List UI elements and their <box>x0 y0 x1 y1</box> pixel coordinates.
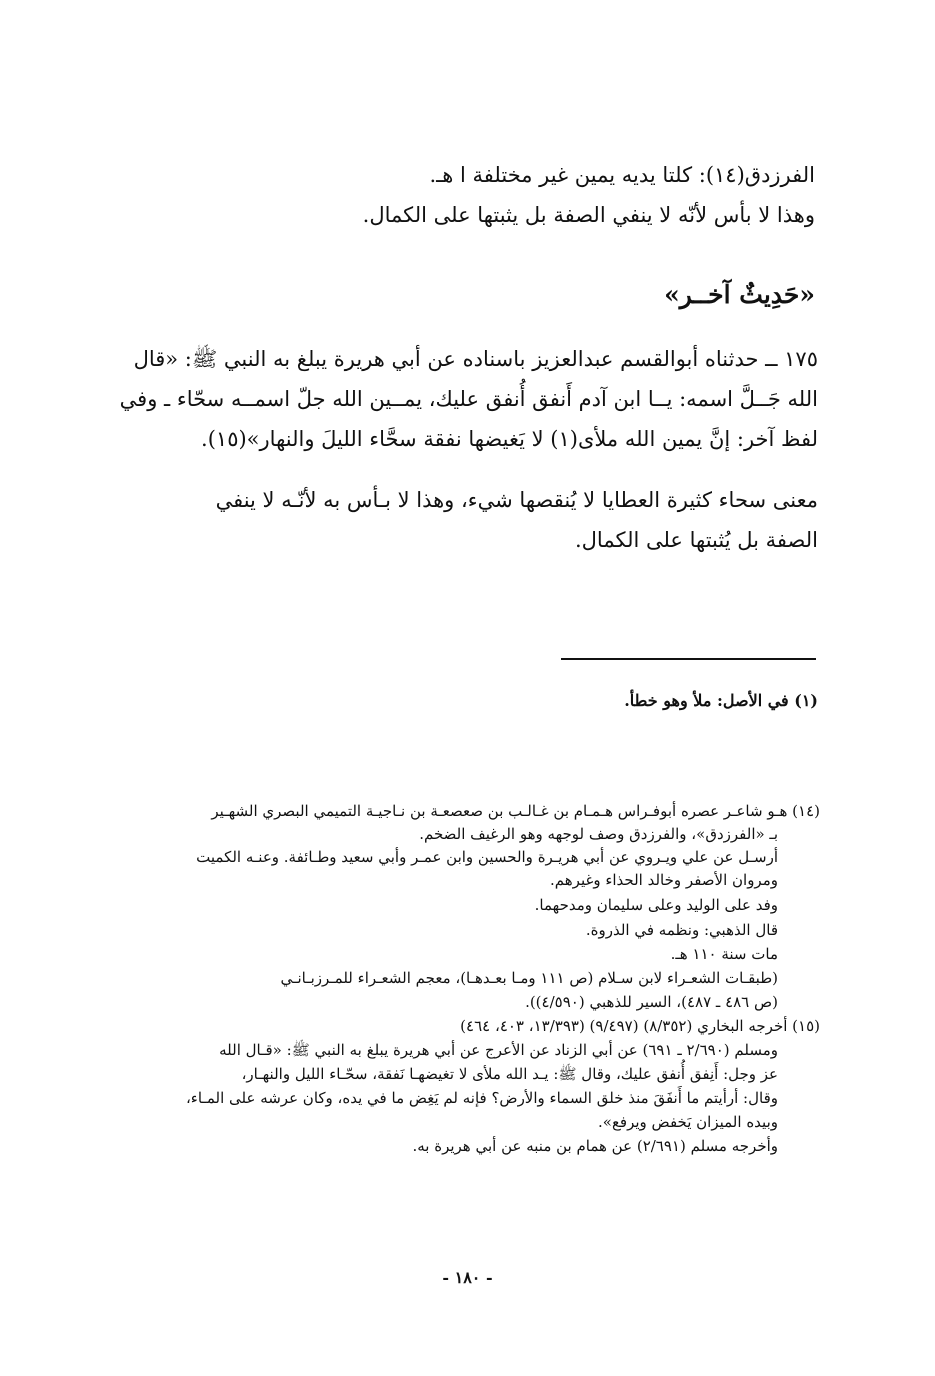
section-heading: «حَدِيثٌ آخــر» <box>664 280 815 309</box>
footnote-15-line-4: وقال: أرأيتم ما أَنفَقَ منذ خلق السماء والأرض؟ فإنه لم يَغِض ما في يده، وكان عرشه على المـاء، <box>185 1089 778 1107</box>
footnote-15-line-3: عز وجل: أَنِفق أُنفق عليك، وقال ﷺ: يـد الله ملأى لا تغيضهـا نَفقة، سحّـاء الليل والنهـار، <box>241 1065 778 1083</box>
footnote-15-line-6: وأخرجه مسلم (٢/٦٩١) عن همام بن منبه عن أبي هريرة به. <box>412 1137 778 1155</box>
hadith-175-line-2: الله جَــلَّ اسمه: يــا ابن آدم أَنفق أُنفق عليك، يمــين الله جلّ اسمــه سحّاء ـ وفي <box>119 387 818 411</box>
footnote-14-line-8: (طبقـات الشعـراء لابن سـلام (ص ١١١ ومـا بعـدهـا)، معجم الشعـراء للمـرزبـانـي <box>280 969 778 987</box>
footnote-15-line-1: (١٥) أخرجه البخاري (٨/٣٥٢) (٩/٤٩٧) (١٣/٣٩٣، ٤٠٣، ٤٦٤) <box>460 1017 820 1035</box>
footnote-separator <box>561 658 816 660</box>
commentary-line-2: الصفة بل يُثبتها على الكمال. <box>575 528 818 552</box>
footnote-14-line-4: ومروان الأصفر وخالد الحذاء وغيرهم. <box>550 871 778 889</box>
footnote-14-line-5: وفد على الوليد وعلى سليمان ومدحهما. <box>534 896 778 914</box>
footnote-14-line-3: أرسـل عن علي ويـروي عن أبي هريـرة والحسين وابن عمـر وأبي سعيد وطـائفة. وعنـه الكميت <box>196 848 778 866</box>
footnote-1: (١) في الأصل: ملأ وهو خطأ. <box>624 691 818 710</box>
footnote-14-line-7: مات سنة ١١٠ هـ. <box>670 945 778 963</box>
footnote-15-line-5: وبيده الميزان يَخفض ويرفع». <box>598 1113 778 1131</box>
footnote-14-line-2: بـ «الفرزدق»، والفرزدق وصف لوجهه وهو الرغيف الضخم. <box>419 825 778 843</box>
hadith-175-line-1: ١٧٥ ــ حدثناه أبوالقسم عبدالعزيز باسناده عن أبي هريرة يبلغ به النبي ﷺ: «قال <box>133 347 818 371</box>
footnote-14-line-6: قال الذهبي: ونظمه في الذروة. <box>585 921 778 939</box>
footnote-15-line-2: ومسلم (٢/٦٩٠ ـ ٦٩١) عن أبي الزناد عن الأعرج عن أبي هريرة يبلغ به النبي ﷺ: «قـال الله <box>219 1041 778 1059</box>
page-number: - ١٨٠ - <box>442 1268 493 1287</box>
body-line-2: وهذا لا بأس لأنّه لا ينفي الصفة بل يثبتها على الكمال. <box>362 203 815 227</box>
footnote-14-line-1: (١٤) هـو شاعـر عصره أبوفـراس هـمـام بن غـالـب بن صعصعـة بن نـاجيـة التميمي البصري الشهـير <box>211 802 820 820</box>
commentary-line-1: معنى سحاء كثيرة العطايا لا يُنقصها شيء، وهذا لا بـأس به لأنّـه لا ينفي <box>215 488 818 512</box>
hadith-175-line-3: لفظ آخر: إنَّ يمين الله ملأى(١) لا يَغيضها نفقة سحَّاء الليلَ والنهار»(١٥). <box>201 427 818 451</box>
body-line-1: الفرزدق(١٤): كلتا يديه يمين غير مختلفة ا هـ. <box>429 163 815 187</box>
footnote-14-line-9: (ص ٤٨٦ ـ ٤٨٧)، السير للذهبي (٤/٥٩٠)). <box>525 993 778 1011</box>
